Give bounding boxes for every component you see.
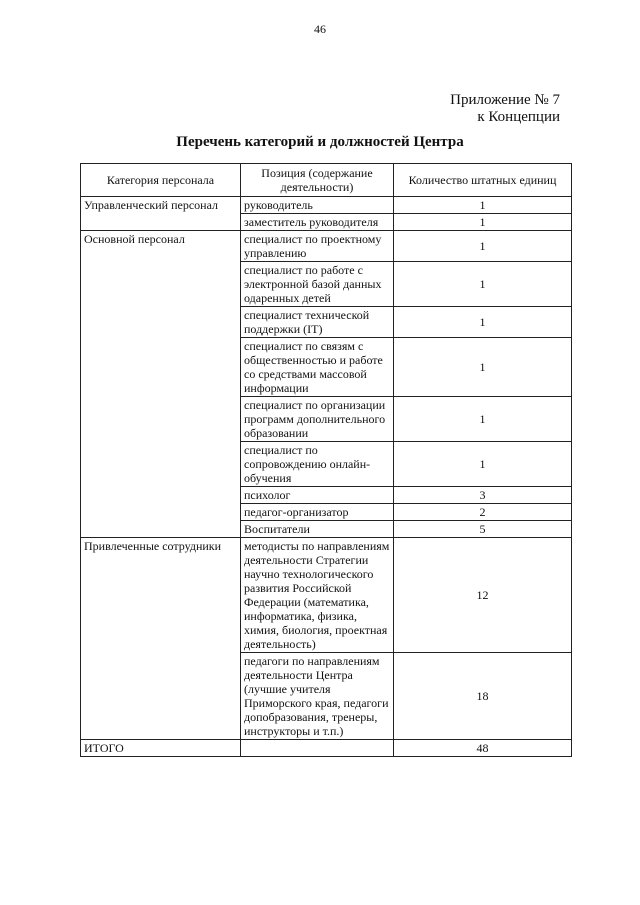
- position-cell: специалист технической поддержки (IT): [241, 307, 394, 338]
- quantity-cell: 1: [394, 262, 572, 307]
- quantity-cell: 2: [394, 504, 572, 521]
- position-cell: Воспитатели: [241, 521, 394, 538]
- quantity-cell: 1: [394, 231, 572, 262]
- appendix-reference: [450, 92, 560, 126]
- category-cell: Управленческий персонал: [81, 197, 241, 231]
- appendix-line-1: Приложение № 7: [450, 92, 560, 108]
- header-quantity: Количество штатных единиц: [394, 164, 572, 197]
- position-cell: методисты по направлениям деятельности Стратегии научно технологического развития Российской Федерации (математика, информатика, физика, химия, биология, проектная деятельность): [241, 538, 394, 653]
- table-row: [81, 231, 572, 262]
- page-number: 46: [314, 22, 326, 36]
- total-label: ИТОГО: [81, 740, 241, 757]
- position-cell: специалист по сопровождению онлайн-обучения: [241, 442, 394, 487]
- total-row: [81, 740, 572, 757]
- total-quantity: 48: [394, 740, 572, 757]
- header-position: Позиция (содержание деятельности): [241, 164, 394, 197]
- position-cell: психолог: [241, 487, 394, 504]
- position-cell: педагоги по направлениям деятельности Центра (лучшие учителя Приморского края, педагоги допобразования, тренеры, инструкторы и т.п.): [241, 653, 394, 740]
- document-title: Перечень категорий и должностей Центра: [176, 134, 464, 150]
- appendix-line-2: к Концепции: [477, 109, 560, 125]
- quantity-cell: 1: [394, 442, 572, 487]
- table-row: [81, 197, 572, 214]
- quantity-cell: 1: [394, 197, 572, 214]
- quantity-cell: 1: [394, 214, 572, 231]
- quantity-cell: 12: [394, 538, 572, 653]
- table-header-row: [81, 164, 572, 197]
- quantity-cell: 3: [394, 487, 572, 504]
- category-cell: Основной персонал: [81, 231, 241, 538]
- staff-table: [80, 163, 572, 757]
- quantity-cell: 5: [394, 521, 572, 538]
- header-category: Категория персонала: [81, 164, 241, 197]
- quantity-cell: 18: [394, 653, 572, 740]
- category-cell: Привлеченные сотрудники: [81, 538, 241, 740]
- position-cell: специалист по связям с общественностью и работе со средствами массовой информации: [241, 338, 394, 397]
- table-row: [81, 538, 572, 653]
- position-cell: специалист по организации программ дополнительного образовании: [241, 397, 394, 442]
- position-cell: специалист по проектному управлению: [241, 231, 394, 262]
- position-cell: педагог-организатор: [241, 504, 394, 521]
- position-cell: специалист по работе с электронной базой данных одаренных детей: [241, 262, 394, 307]
- quantity-cell: 1: [394, 307, 572, 338]
- position-cell: руководитель: [241, 197, 394, 214]
- quantity-cell: 1: [394, 338, 572, 397]
- position-cell: заместитель руководителя: [241, 214, 394, 231]
- total-empty-cell: [241, 740, 394, 757]
- quantity-cell: 1: [394, 397, 572, 442]
